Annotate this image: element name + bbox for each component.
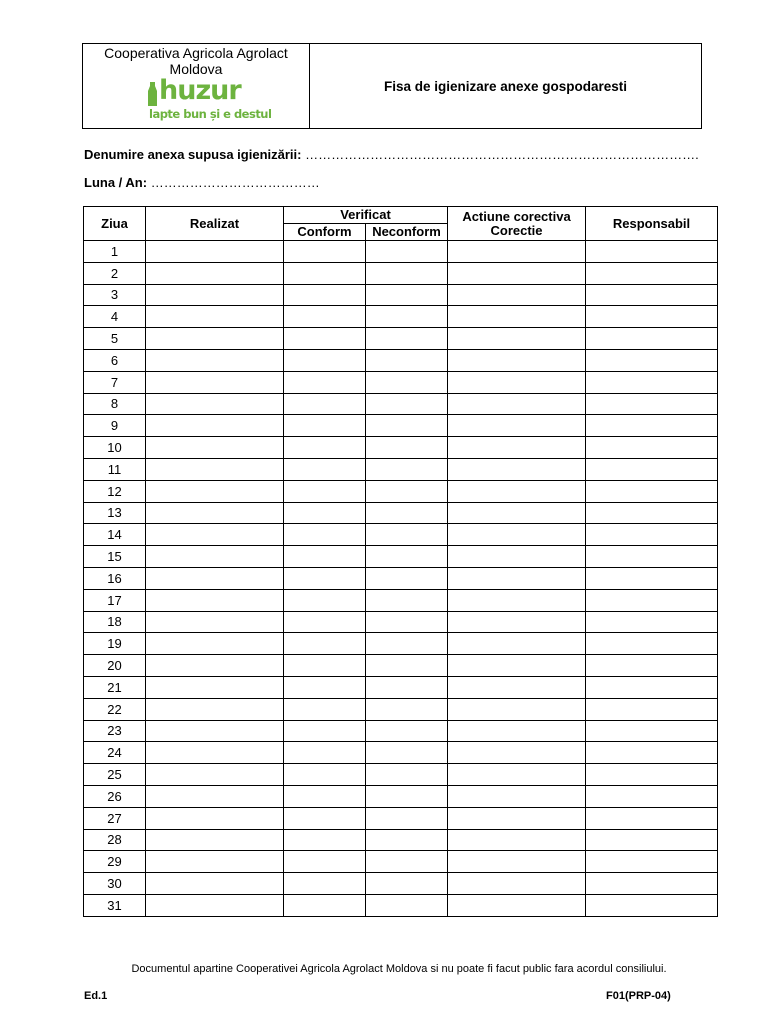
nonconform-cell[interactable] bbox=[366, 829, 448, 851]
day-number: 20 bbox=[84, 655, 146, 677]
action-cell[interactable] bbox=[448, 415, 586, 437]
day-number: 21 bbox=[84, 676, 146, 698]
annex-label: Denumire anexa supusa igienizării: bbox=[84, 147, 302, 162]
day-number: 5 bbox=[84, 328, 146, 350]
day-number: 24 bbox=[84, 742, 146, 764]
conform-cell[interactable] bbox=[284, 894, 366, 916]
conform-cell[interactable] bbox=[284, 371, 366, 393]
nonconform-cell[interactable] bbox=[366, 873, 448, 895]
day-number: 28 bbox=[84, 829, 146, 851]
conform-cell[interactable] bbox=[284, 524, 366, 546]
action-cell[interactable] bbox=[448, 567, 586, 589]
conform-cell[interactable] bbox=[284, 873, 366, 895]
action-cell[interactable] bbox=[448, 328, 586, 350]
responsible-cell[interactable] bbox=[586, 546, 718, 568]
responsible-cell[interactable] bbox=[586, 720, 718, 742]
responsible-cell[interactable] bbox=[586, 437, 718, 459]
day-number: 26 bbox=[84, 785, 146, 807]
nonconform-cell[interactable] bbox=[366, 284, 448, 306]
milk-bottle-icon bbox=[147, 82, 158, 106]
table-row bbox=[84, 328, 718, 350]
done-cell[interactable] bbox=[146, 524, 284, 546]
action-cell[interactable] bbox=[448, 241, 586, 263]
responsible-cell[interactable] bbox=[586, 241, 718, 263]
action-cell[interactable] bbox=[448, 458, 586, 480]
responsible-cell[interactable] bbox=[586, 589, 718, 611]
day-number: 2 bbox=[84, 262, 146, 284]
month-year-label: Luna / An: bbox=[84, 175, 148, 190]
conform-cell[interactable] bbox=[284, 502, 366, 524]
action-cell[interactable] bbox=[448, 829, 586, 851]
nonconform-cell[interactable] bbox=[366, 742, 448, 764]
action-cell[interactable] bbox=[448, 546, 586, 568]
day-number: 6 bbox=[84, 349, 146, 371]
conform-cell[interactable] bbox=[284, 393, 366, 415]
action-cell[interactable] bbox=[448, 742, 586, 764]
nonconform-cell[interactable] bbox=[366, 546, 448, 568]
nonconform-cell[interactable] bbox=[366, 589, 448, 611]
table-row bbox=[84, 764, 718, 786]
responsible-cell[interactable] bbox=[586, 698, 718, 720]
day-number: 9 bbox=[84, 415, 146, 437]
day-number: 1 bbox=[84, 241, 146, 263]
responsible-cell[interactable] bbox=[586, 284, 718, 306]
conform-cell[interactable] bbox=[284, 720, 366, 742]
done-cell[interactable] bbox=[146, 633, 284, 655]
responsible-cell[interactable] bbox=[586, 785, 718, 807]
footer-note: Documentul apartine Cooperativei Agricola Agrolact Moldova si nu poate fi facut public fara acordul consiliului. bbox=[131, 963, 667, 975]
responsible-cell[interactable] bbox=[586, 742, 718, 764]
table-row bbox=[84, 633, 718, 655]
conform-cell[interactable] bbox=[284, 480, 366, 502]
day-number: 14 bbox=[84, 524, 146, 546]
done-cell[interactable] bbox=[146, 262, 284, 284]
action-cell[interactable] bbox=[448, 349, 586, 371]
conform-cell[interactable] bbox=[284, 328, 366, 350]
done-cell[interactable] bbox=[146, 567, 284, 589]
table-row bbox=[84, 873, 718, 895]
done-cell[interactable] bbox=[146, 349, 284, 371]
done-cell[interactable] bbox=[146, 371, 284, 393]
table-row bbox=[84, 785, 718, 807]
header-nonconform: Neconform bbox=[366, 224, 448, 241]
responsible-cell[interactable] bbox=[586, 851, 718, 873]
table-row bbox=[84, 807, 718, 829]
edition-label: Ed.1 bbox=[84, 990, 108, 1002]
done-cell[interactable] bbox=[146, 437, 284, 459]
table-row bbox=[84, 851, 718, 873]
conform-cell[interactable] bbox=[284, 567, 366, 589]
done-cell[interactable] bbox=[146, 458, 284, 480]
table-row bbox=[84, 676, 718, 698]
conform-cell[interactable] bbox=[284, 241, 366, 263]
conform-cell[interactable] bbox=[284, 698, 366, 720]
table-row bbox=[84, 393, 718, 415]
done-cell[interactable] bbox=[146, 698, 284, 720]
done-cell[interactable] bbox=[146, 393, 284, 415]
table-row bbox=[84, 567, 718, 589]
nonconform-cell[interactable] bbox=[366, 458, 448, 480]
day-number: 4 bbox=[84, 306, 146, 328]
table-row bbox=[84, 546, 718, 568]
action-cell[interactable] bbox=[448, 371, 586, 393]
table-row bbox=[84, 611, 718, 633]
day-number: 25 bbox=[84, 764, 146, 786]
action-cell[interactable] bbox=[448, 785, 586, 807]
action-cell[interactable] bbox=[448, 633, 586, 655]
document-header bbox=[82, 43, 702, 129]
conform-cell[interactable] bbox=[284, 655, 366, 677]
nonconform-cell[interactable] bbox=[366, 371, 448, 393]
conform-cell[interactable] bbox=[284, 262, 366, 284]
header-responsible: Responsabil bbox=[586, 207, 718, 241]
done-cell[interactable] bbox=[146, 655, 284, 677]
table-row bbox=[84, 241, 718, 263]
done-cell[interactable] bbox=[146, 328, 284, 350]
responsible-cell[interactable] bbox=[586, 676, 718, 698]
responsible-cell[interactable] bbox=[586, 502, 718, 524]
done-cell[interactable] bbox=[146, 873, 284, 895]
conform-cell[interactable] bbox=[284, 306, 366, 328]
done-cell[interactable] bbox=[146, 306, 284, 328]
nonconform-cell[interactable] bbox=[366, 349, 448, 371]
done-cell[interactable] bbox=[146, 284, 284, 306]
form-title: Fisa de igienizare anexe gospodaresti bbox=[383, 78, 628, 94]
table-row bbox=[84, 262, 718, 284]
company-block bbox=[83, 44, 310, 128]
day-number: 23 bbox=[84, 720, 146, 742]
done-cell[interactable] bbox=[146, 241, 284, 263]
day-number: 13 bbox=[84, 502, 146, 524]
done-cell[interactable] bbox=[146, 829, 284, 851]
day-number: 3 bbox=[84, 284, 146, 306]
nonconform-cell[interactable] bbox=[366, 720, 448, 742]
day-number: 27 bbox=[84, 807, 146, 829]
action-cell[interactable] bbox=[448, 807, 586, 829]
header-verified: Verificat bbox=[284, 207, 448, 224]
action-cell[interactable] bbox=[448, 437, 586, 459]
header-action-line1: Actiune corectiva bbox=[462, 208, 571, 224]
responsible-cell[interactable] bbox=[586, 371, 718, 393]
responsible-cell[interactable] bbox=[586, 655, 718, 677]
conform-cell[interactable] bbox=[284, 415, 366, 437]
action-cell[interactable] bbox=[448, 698, 586, 720]
action-cell[interactable] bbox=[448, 720, 586, 742]
responsible-cell[interactable] bbox=[586, 807, 718, 829]
done-cell[interactable] bbox=[146, 851, 284, 873]
conform-cell[interactable] bbox=[284, 807, 366, 829]
action-cell[interactable] bbox=[448, 306, 586, 328]
company-name: Cooperativa Agricola Agrolact Moldova bbox=[104, 45, 288, 77]
nonconform-cell[interactable] bbox=[366, 764, 448, 786]
hygiene-log-table bbox=[83, 206, 718, 917]
responsible-cell[interactable] bbox=[586, 393, 718, 415]
conform-cell[interactable] bbox=[284, 676, 366, 698]
nonconform-cell[interactable] bbox=[366, 306, 448, 328]
responsible-cell[interactable] bbox=[586, 328, 718, 350]
done-cell[interactable] bbox=[146, 480, 284, 502]
responsible-cell[interactable] bbox=[586, 480, 718, 502]
responsible-cell[interactable] bbox=[586, 611, 718, 633]
done-cell[interactable] bbox=[146, 894, 284, 916]
conform-cell[interactable] bbox=[284, 284, 366, 306]
nonconform-cell[interactable] bbox=[366, 633, 448, 655]
day-number: 11 bbox=[84, 458, 146, 480]
nonconform-cell[interactable] bbox=[366, 241, 448, 263]
table-row bbox=[84, 437, 718, 459]
table-row bbox=[84, 371, 718, 393]
done-cell[interactable] bbox=[146, 502, 284, 524]
table-row bbox=[84, 415, 718, 437]
responsible-cell[interactable] bbox=[586, 764, 718, 786]
nonconform-cell[interactable] bbox=[366, 807, 448, 829]
nonconform-cell[interactable] bbox=[366, 415, 448, 437]
conform-cell[interactable] bbox=[284, 437, 366, 459]
month-year-value[interactable]: ………………………………… bbox=[150, 175, 320, 190]
header-conform: Conform bbox=[284, 224, 366, 241]
day-number: 31 bbox=[84, 894, 146, 916]
conform-cell[interactable] bbox=[284, 458, 366, 480]
responsible-cell[interactable] bbox=[586, 458, 718, 480]
nonconform-cell[interactable] bbox=[366, 655, 448, 677]
conform-cell[interactable] bbox=[284, 633, 366, 655]
huzur-logo bbox=[147, 75, 272, 122]
nonconform-cell[interactable] bbox=[366, 698, 448, 720]
action-cell[interactable] bbox=[448, 655, 586, 677]
annex-field bbox=[84, 147, 699, 162]
day-number: 17 bbox=[84, 589, 146, 611]
conform-cell[interactable] bbox=[284, 742, 366, 764]
done-cell[interactable] bbox=[146, 611, 284, 633]
day-number: 10 bbox=[84, 437, 146, 459]
nonconform-cell[interactable] bbox=[366, 524, 448, 546]
responsible-cell[interactable] bbox=[586, 894, 718, 916]
nonconform-cell[interactable] bbox=[366, 480, 448, 502]
nonconform-cell[interactable] bbox=[366, 393, 448, 415]
action-cell[interactable] bbox=[448, 676, 586, 698]
table-row bbox=[84, 284, 718, 306]
done-cell[interactable] bbox=[146, 785, 284, 807]
table-row bbox=[84, 306, 718, 328]
done-cell[interactable] bbox=[146, 807, 284, 829]
nonconform-cell[interactable] bbox=[366, 328, 448, 350]
action-cell[interactable] bbox=[448, 611, 586, 633]
conform-cell[interactable] bbox=[284, 785, 366, 807]
header-done: Realizat bbox=[146, 207, 284, 241]
nonconform-cell[interactable] bbox=[366, 785, 448, 807]
responsible-cell[interactable] bbox=[586, 829, 718, 851]
action-cell[interactable] bbox=[448, 589, 586, 611]
month-year-field bbox=[84, 175, 320, 190]
responsible-cell[interactable] bbox=[586, 567, 718, 589]
nonconform-cell[interactable] bbox=[366, 894, 448, 916]
header-day: Ziua bbox=[84, 207, 146, 241]
table-row bbox=[84, 502, 718, 524]
header-action-line2: Corectie bbox=[490, 222, 543, 238]
responsible-cell[interactable] bbox=[586, 873, 718, 895]
responsible-cell[interactable] bbox=[586, 349, 718, 371]
day-number: 30 bbox=[84, 873, 146, 895]
done-cell[interactable] bbox=[146, 589, 284, 611]
responsible-cell[interactable] bbox=[586, 524, 718, 546]
day-number: 12 bbox=[84, 480, 146, 502]
table-row bbox=[84, 524, 718, 546]
responsible-cell[interactable] bbox=[586, 415, 718, 437]
header-corrective-action bbox=[448, 207, 586, 241]
table-row bbox=[84, 742, 718, 764]
nonconform-cell[interactable] bbox=[366, 502, 448, 524]
conform-cell[interactable] bbox=[284, 589, 366, 611]
done-cell[interactable] bbox=[146, 546, 284, 568]
responsible-cell[interactable] bbox=[586, 633, 718, 655]
conform-cell[interactable] bbox=[284, 764, 366, 786]
day-number: 15 bbox=[84, 546, 146, 568]
done-cell[interactable] bbox=[146, 720, 284, 742]
action-cell[interactable] bbox=[448, 284, 586, 306]
table-row bbox=[84, 829, 718, 851]
done-cell[interactable] bbox=[146, 742, 284, 764]
table-row bbox=[84, 589, 718, 611]
conform-cell[interactable] bbox=[284, 851, 366, 873]
nonconform-cell[interactable] bbox=[366, 567, 448, 589]
nonconform-cell[interactable] bbox=[366, 611, 448, 633]
day-number: 16 bbox=[84, 567, 146, 589]
action-cell[interactable] bbox=[448, 873, 586, 895]
action-cell[interactable] bbox=[448, 524, 586, 546]
table-row bbox=[84, 698, 718, 720]
table-row bbox=[84, 655, 718, 677]
log-body bbox=[84, 241, 718, 917]
conform-cell[interactable] bbox=[284, 349, 366, 371]
action-cell[interactable] bbox=[448, 894, 586, 916]
table-row bbox=[84, 894, 718, 916]
action-cell[interactable] bbox=[448, 764, 586, 786]
done-cell[interactable] bbox=[146, 676, 284, 698]
day-number: 18 bbox=[84, 611, 146, 633]
table-row bbox=[84, 349, 718, 371]
nonconform-cell[interactable] bbox=[366, 262, 448, 284]
annex-value[interactable]: ………………………………………………………………………………. bbox=[305, 147, 699, 162]
nonconform-cell[interactable] bbox=[366, 676, 448, 698]
action-cell[interactable] bbox=[448, 393, 586, 415]
done-cell[interactable] bbox=[146, 764, 284, 786]
logo-tagline: lapte bun și e destul bbox=[149, 107, 272, 121]
nonconform-cell[interactable] bbox=[366, 851, 448, 873]
logo-wordmark: huzur bbox=[159, 75, 241, 106]
responsible-cell[interactable] bbox=[586, 306, 718, 328]
responsible-cell[interactable] bbox=[586, 262, 718, 284]
action-cell[interactable] bbox=[448, 502, 586, 524]
table-row bbox=[84, 458, 718, 480]
day-number: 19 bbox=[84, 633, 146, 655]
conform-cell[interactable] bbox=[284, 611, 366, 633]
conform-cell[interactable] bbox=[284, 546, 366, 568]
conform-cell[interactable] bbox=[284, 829, 366, 851]
table-row bbox=[84, 720, 718, 742]
table-row bbox=[84, 480, 718, 502]
action-cell[interactable] bbox=[448, 262, 586, 284]
day-number: 29 bbox=[84, 851, 146, 873]
day-number: 8 bbox=[84, 393, 146, 415]
day-number: 7 bbox=[84, 371, 146, 393]
action-cell[interactable] bbox=[448, 480, 586, 502]
day-number: 22 bbox=[84, 698, 146, 720]
form-code: F01(PRP-04) bbox=[606, 990, 671, 1002]
action-cell[interactable] bbox=[448, 851, 586, 873]
nonconform-cell[interactable] bbox=[366, 437, 448, 459]
done-cell[interactable] bbox=[146, 415, 284, 437]
